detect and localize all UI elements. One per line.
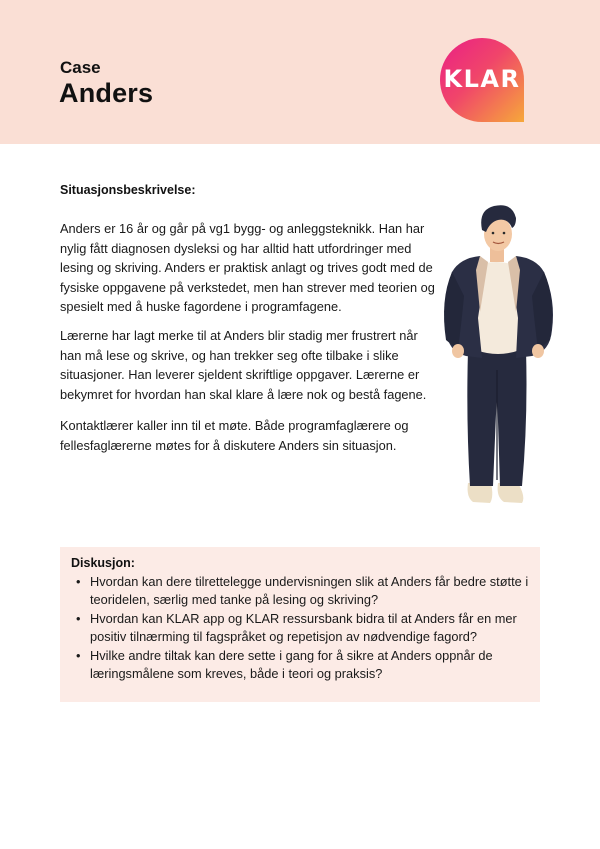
discussion-box [60,547,540,702]
list-item [74,647,529,683]
situation-paragraph: Anders er 16 år og går på vg1 bygg- og anleggsteknikk. Han har nylig fått diagnosen dysleksi og har alltid hatt utfordringer med lesing og skriving. Anders er praktisk anlagt og trives godt med de fysiske oppgavene på verkstedet, men han strever med teorien og spesielt med å huske fagordene i programfagene. [60,221,435,314]
list-item-text: Hvilke andre tiltak kan dere sette i gang for å sikre at Anders oppnår de læringsmålene som kreves, både i teori og praksis? [90,648,493,681]
list-item-text: Hvordan kan dere tilrettelegge undervisningen slik at Anders får bedre støtte i teoridelen, særlig med tanke på lesing og skriving? [90,574,529,607]
case-label: Case [60,58,101,77]
page-title: Anders [59,78,154,108]
logo-text: KLAR [443,65,521,93]
discussion-heading: Diskusjon: [71,556,135,570]
list-item-text: Hvordan kan KLAR app og KLAR ressursbank bidra til at Anders får en mer positiv tilnærming til fagspråket og repetisjon av nødvendige fagord? [90,611,517,644]
situation-heading: Situasjonsbeskrivelse: [60,183,196,197]
bullet-icon: • [76,611,81,626]
list-item [74,573,529,609]
situation-paragraph: Lærerne har lagt merke til at Anders blir stadig mer frustrert når han må lese og skrive, og han trekker seg ofte tilbake i slike situasjoner. Han leverer sjeldent skriftlige oppgaver. Lærerne er bekymret for hvordan han skal klare å lære nok og bestå fagene. [60,328,427,402]
header-banner [0,0,600,144]
discussion-list [74,573,529,684]
situation-paragraph: Kontaktlærer kaller inn til et møte. Både programfaglærere og fellesfaglærerne møtes for å diskutere Anders sin situasjon. [60,418,409,453]
klar-logo [440,38,524,122]
list-item [74,610,529,646]
student-illustration [438,200,558,515]
bullet-icon: • [76,648,81,663]
bullet-icon: • [76,574,81,589]
